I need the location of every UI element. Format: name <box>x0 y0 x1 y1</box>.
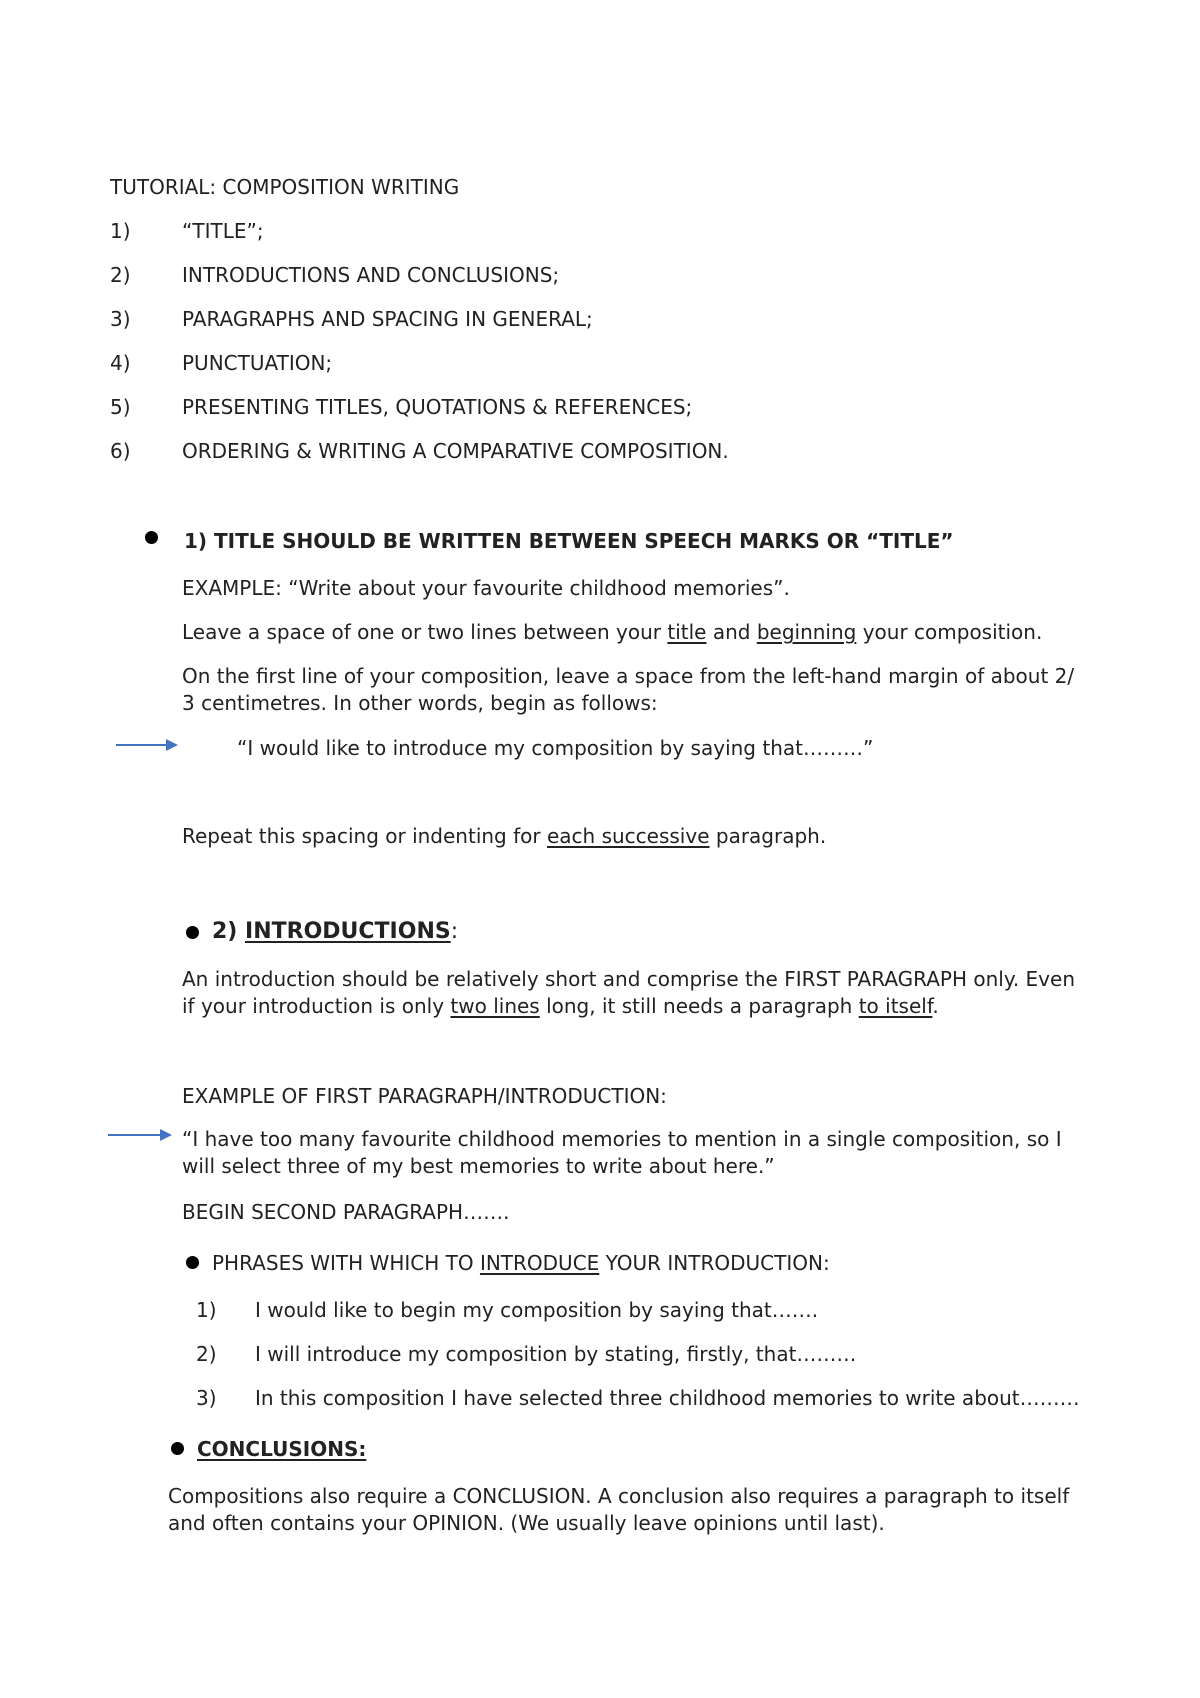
underlined-title: title <box>667 620 707 644</box>
toc-text: PUNCTUATION; <box>182 351 333 375</box>
section2-example-label: EXAMPLE OF FIRST PARAGRAPH/INTRODUCTION: <box>182 1084 667 1108</box>
phrase-number: 3) <box>196 1386 217 1410</box>
underlined-beginning: beginning <box>756 620 857 644</box>
underlined-two-lines: two lines <box>450 994 540 1018</box>
bullet-icon <box>186 926 199 939</box>
heading-colon: : <box>450 919 459 944</box>
section2-intro <box>182 966 1092 1020</box>
text-segment: PHRASES WITH WHICH TO <box>212 1251 480 1275</box>
text-segment: . <box>932 994 939 1018</box>
section1-first-line: On the first line of your composition, leave a space from the left-hand margin of about 2/ 3 centimetres. In other words, begin as follows: <box>182 664 1075 715</box>
bullet-icon <box>145 531 158 544</box>
text-segment: paragraph. <box>709 824 827 848</box>
section2-example-quote: “I have too many favourite childhood memories to mention in a single composition, so I will select three of my best memories to write about here.” <box>182 1127 1062 1178</box>
text-segment: An introduction should be relatively short and comprise the FIRST PARAGRAPH only. Even if your introduction is only <box>182 967 1075 1018</box>
underlined-each-successive: each successive <box>546 824 710 848</box>
bullet-icon <box>171 1442 184 1455</box>
section2-heading <box>212 919 458 945</box>
toc-text: “TITLE”; <box>182 219 264 243</box>
page-title: TUTORIAL: COMPOSITION WRITING <box>110 175 460 199</box>
section1-leave-space <box>182 619 1042 645</box>
arrow-right-icon <box>108 1127 174 1143</box>
conclusions-text: Compositions also require a CONCLUSION. A conclusion also requires a paragraph to itself and often contains your OPINION. (We usually leave opinions until last). <box>168 1484 1070 1535</box>
heading-introductions: INTRODUCTIONS <box>245 919 451 944</box>
phrase-number: 2) <box>196 1342 217 1366</box>
toc-text: PARAGRAPHS AND SPACING IN GENERAL; <box>182 307 593 331</box>
text-segment: Repeat this spacing or indenting for <box>182 824 547 848</box>
phrase-text: In this composition I have selected three childhood memories to write about……… <box>255 1386 1080 1410</box>
conclusions-heading: CONCLUSIONS: <box>197 1437 367 1461</box>
text-segment: long, it still needs a paragraph <box>539 994 859 1018</box>
phrase-number: 1) <box>196 1298 217 1322</box>
toc-text: ORDERING & WRITING A COMPARATIVE COMPOSITION. <box>182 439 729 463</box>
toc-text: PRESENTING TITLES, QUOTATIONS & REFERENCES; <box>182 395 693 419</box>
toc-number: 6) <box>110 439 131 463</box>
phrases-heading <box>212 1250 830 1276</box>
toc-number: 3) <box>110 307 131 331</box>
phrase-text: I will introduce my composition by stating, firstly, that……… <box>255 1342 857 1366</box>
toc-number: 4) <box>110 351 131 375</box>
phrase-text: I would like to begin my composition by saying that……. <box>255 1298 819 1322</box>
arrow-right-icon <box>116 737 180 753</box>
heading-number: 2) <box>212 919 246 944</box>
underlined-introduce: INTRODUCE <box>479 1251 600 1275</box>
section1-example: EXAMPLE: “Write about your favourite childhood memories”. <box>182 576 790 600</box>
text-segment: YOUR INTRODUCTION: <box>599 1251 830 1275</box>
toc-text: INTRODUCTIONS AND CONCLUSIONS; <box>182 263 560 287</box>
section1-heading: 1) TITLE SHOULD BE WRITTEN BETWEEN SPEECH MARKS OR “TITLE” <box>184 529 954 553</box>
toc-number: 1) <box>110 219 131 243</box>
text-segment: and <box>706 620 757 644</box>
text-segment: Leave a space of one or two lines between your <box>182 620 668 644</box>
text-segment: your composition. <box>856 620 1043 644</box>
toc-number: 5) <box>110 395 131 419</box>
section1-quote: “I would like to introduce my composition by saying that………” <box>237 736 874 760</box>
section2-begin-second: BEGIN SECOND PARAGRAPH……. <box>182 1200 510 1224</box>
section1-repeat <box>182 823 826 849</box>
bullet-icon <box>186 1256 199 1269</box>
underlined-to-itself: to itself <box>858 994 933 1018</box>
toc-number: 2) <box>110 263 131 287</box>
